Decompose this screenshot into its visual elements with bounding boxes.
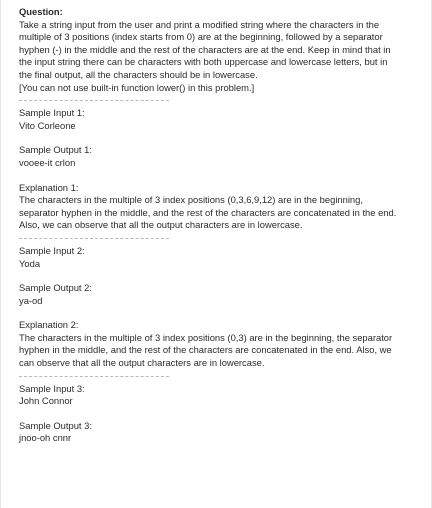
explanation-line: separator hyphen in the middle, and the rest of the characters are concatenated in the end.: [19, 206, 397, 218]
sample-output-label: Sample Output 1:: [19, 144, 92, 156]
section-divider: [19, 100, 169, 101]
sample-input-value: John Connor: [19, 395, 73, 407]
explanation-line: The characters in the multiple of 3 index positions (0,3,6,9,12) are in the beginning,: [19, 194, 363, 206]
question-line: hyphen (-) in the middle and the rest of the characters are at the end. Keep in mind that in: [19, 43, 391, 55]
sample-3: [19, 383, 421, 445]
sample-output-label: Sample Output 2:: [19, 282, 92, 294]
sample-output-value: jnoo-oh cnnr: [19, 432, 72, 444]
question-heading: Question:: [19, 6, 63, 17]
explanation-line: Also, we can observe that all the output characters are in lowercase.: [19, 219, 303, 231]
sample-output-value: ya-od: [19, 294, 43, 306]
explanation-label: Explanation 1:: [19, 181, 79, 193]
sample-input-label: Sample Input 2:: [19, 244, 85, 256]
explanation-line: hyphen in the middle, and the rest of the characters are concatenated in the end. Also, we: [19, 344, 392, 356]
section-divider: [19, 238, 169, 239]
question-line: [You can not use built-in function lower() in this problem.]: [19, 81, 255, 93]
sample-output-value: vooee-it crlon: [19, 156, 76, 168]
question-line: the input string there can be characters with both uppercase and lowercase letters, but in: [19, 56, 388, 68]
explanation-line: can observe that all the output characters are in lowercase.: [19, 357, 265, 369]
sample-1: [19, 107, 421, 232]
sample-input-value: Yoda: [19, 257, 41, 269]
sample-2: [19, 245, 421, 370]
sample-input-label: Sample Input 3:: [19, 382, 85, 394]
question-body: [19, 19, 421, 95]
explanation-label: Explanation 2:: [19, 319, 79, 331]
question-line: Take a string input from the user and print a modified string where the characters in the: [19, 18, 380, 30]
explanation-line: The characters in the multiple of 3 index positions (0,3) are in the beginning, the separator: [19, 331, 393, 343]
question-line: the final output, all the characters should be in lowercase.: [19, 68, 258, 80]
sample-input-value: Vito Corleone: [19, 119, 76, 131]
sample-input-label: Sample Input 1:: [19, 107, 85, 119]
question-line: multiple of 3 positions (index starts from 0) are at the beginning, followed by a separator: [19, 31, 383, 43]
sample-output-label: Sample Output 3:: [19, 419, 92, 431]
section-divider: [19, 376, 169, 377]
